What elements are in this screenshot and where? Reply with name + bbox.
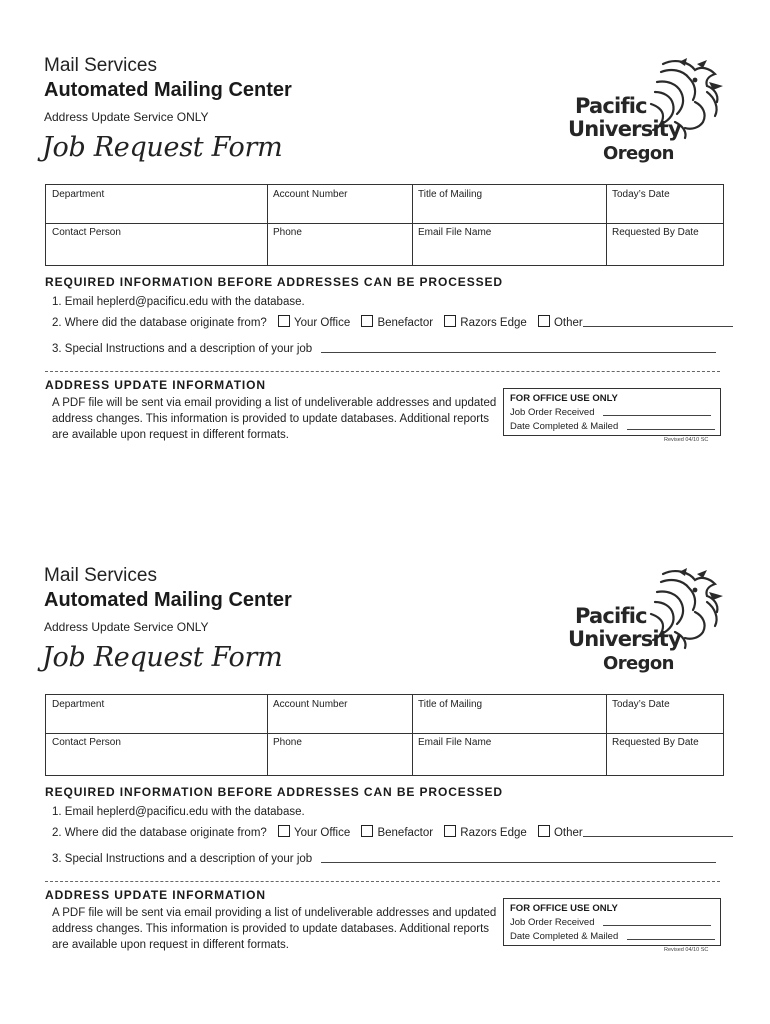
option-your-office-label: Your Office [294,317,351,329]
job-order-received-label: Job Order Received [510,407,595,418]
special-instructions-label: 3. Special Instructions and a description of your job [52,853,313,865]
divider-dashed [45,371,720,372]
revision-note: Revised 04/10 SC [664,437,709,443]
job-request-form-top [0,0,770,510]
database-origin-question [52,315,733,329]
database-origin-question [52,825,733,839]
job-info-table [45,184,724,266]
checkbox-your-office[interactable] [278,825,290,837]
origin-question-label: 2. Where did the database originate from? [52,827,267,839]
contact-person-field[interactable]: Contact Person [52,227,121,238]
option-your-office-label: Your Office [294,827,351,839]
job-request-form-bottom [0,510,770,1020]
phone-field[interactable]: Phone [273,227,302,238]
address-update-heading: ADDRESS UPDATE INFORMATION [45,888,266,902]
job-order-received-input-line[interactable] [603,925,711,926]
requested-by-date-field[interactable]: Requested By Date [612,737,699,748]
form-subtitle: Address Update Service ONLY [44,110,209,124]
required-info-heading: REQUIRED INFORMATION BEFORE ADDRESSES CAN BE PROCESSED [45,785,503,799]
email-file-name-field[interactable]: Email File Name [418,227,492,238]
logo-word-oregon: Oregon [603,143,674,164]
instruction-email: 1. Email heplerd@pacificu.edu with the database. [52,806,305,818]
checkbox-your-office[interactable] [278,315,290,327]
date-completed-label: Date Completed & Mailed [510,931,619,942]
university-logo [565,568,725,678]
option-other-label: Other [553,827,583,839]
requested-by-date-field[interactable]: Requested By Date [612,227,699,238]
phone-field[interactable]: Phone [273,737,302,748]
option-razors-edge-label: Razors Edge [460,827,527,839]
other-input-line[interactable] [583,326,733,327]
date-completed-input-line[interactable] [627,429,715,430]
job-order-received-label: Job Order Received [510,917,595,928]
logo-word-pacific: Pacific [575,94,647,118]
logo-word-university: University [568,117,681,141]
date-completed-input-line[interactable] [627,939,715,940]
center-name: Automated Mailing Center [44,79,292,101]
option-benefactor-label: Benefactor [377,827,434,839]
todays-date-field[interactable]: Today’s Date [612,699,670,710]
checkbox-benefactor[interactable] [361,825,373,837]
special-instructions-input-line[interactable] [321,862,716,863]
required-info-heading: REQUIRED INFORMATION BEFORE ADDRESSES CAN BE PROCESSED [45,275,503,289]
title-of-mailing-field[interactable]: Title of Mailing [418,699,483,710]
office-use-heading: FOR OFFICE USE ONLY [510,903,618,914]
special-instructions-label: 3. Special Instructions and a description of your job [52,343,313,355]
job-info-table [45,694,724,776]
option-razors-edge-label: Razors Edge [460,317,527,329]
date-completed-row [510,931,715,942]
form-subtitle: Address Update Service ONLY [44,620,209,634]
center-name: Automated Mailing Center [44,589,292,611]
job-order-received-row [510,917,711,928]
special-instructions-input-line[interactable] [321,352,716,353]
origin-question-label: 2. Where did the database originate from? [52,317,267,329]
logo-word-pacific: Pacific [575,604,647,628]
office-use-heading: FOR OFFICE USE ONLY [510,393,618,404]
university-logo [565,58,725,168]
address-update-text: A PDF file will be sent via email providing a list of undeliverable addresses and updated address changes. This information is provided to update databases. Additional reports are available upon request in different formats. [52,397,497,441]
special-instructions [52,343,716,355]
office-use-box [503,898,721,946]
form-title: Job Request Form [42,132,283,163]
office-use-box [503,388,721,436]
account-number-field[interactable]: Account Number [273,699,348,710]
checkbox-razors-edge[interactable] [444,825,456,837]
checkbox-other[interactable] [538,315,550,327]
checkbox-razors-edge[interactable] [444,315,456,327]
address-update-text: A PDF file will be sent via email providing a list of undeliverable addresses and updated address changes. This information is provided to update databases. Additional reports are available upon request in different formats. [52,907,497,951]
department-field[interactable]: Department [52,699,105,710]
other-input-line[interactable] [583,836,733,837]
divider-dashed [45,881,720,882]
account-number-field[interactable]: Account Number [273,189,348,200]
todays-date-field[interactable]: Today’s Date [612,189,670,200]
instruction-email: 1. Email heplerd@pacificu.edu with the database. [52,296,305,308]
checkbox-other[interactable] [538,825,550,837]
service-name: Mail Services [44,565,157,586]
date-completed-label: Date Completed & Mailed [510,421,619,432]
special-instructions [52,853,716,865]
department-field[interactable]: Department [52,189,105,200]
revision-note: Revised 04/10 SC [664,947,709,953]
job-order-received-row [510,407,711,418]
contact-person-field[interactable]: Contact Person [52,737,121,748]
address-update-heading: ADDRESS UPDATE INFORMATION [45,378,266,392]
date-completed-row [510,421,715,432]
option-benefactor-label: Benefactor [377,317,434,329]
checkbox-benefactor[interactable] [361,315,373,327]
job-order-received-input-line[interactable] [603,415,711,416]
service-name: Mail Services [44,55,157,76]
option-other-label: Other [553,317,583,329]
title-of-mailing-field[interactable]: Title of Mailing [418,189,483,200]
logo-word-university: University [568,627,681,651]
email-file-name-field[interactable]: Email File Name [418,737,492,748]
logo-word-oregon: Oregon [603,653,674,674]
form-title: Job Request Form [42,642,283,673]
